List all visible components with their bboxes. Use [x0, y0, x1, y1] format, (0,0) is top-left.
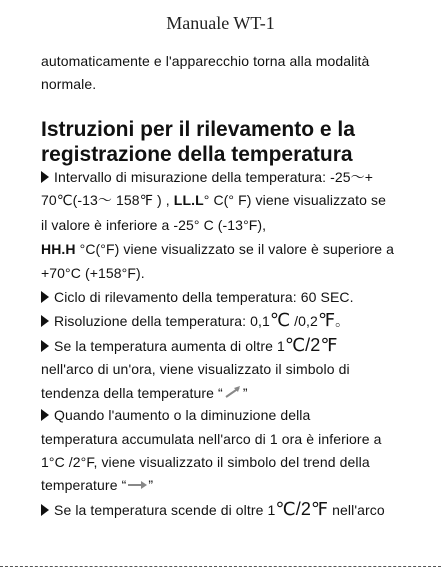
list-item-continued: tendenza della temperature “ ” — [41, 384, 248, 403]
list-item: Se la temperatura aumenta di oltre 1℃/2℉ — [41, 336, 338, 355]
list-item: Risoluzione della temperatura: 0,1℃ /0,2℉。 — [41, 311, 349, 330]
trend-steady-arrow-icon — [126, 477, 148, 495]
bullet-triangle-icon — [41, 504, 49, 516]
bullet-triangle-icon — [41, 291, 49, 303]
list-item-continued: HH.H °C(°F) viene visualizzato se il valore è superiore a — [41, 241, 395, 257]
section-title: registrazione della temperatura — [41, 143, 353, 166]
section-title: Istruzioni per il rilevamento e la — [41, 118, 355, 141]
page-header: Manuale WT-1 — [166, 13, 275, 33]
list-item-continued: temperature “ ” — [41, 476, 153, 495]
intro-line: automaticamente e l'apparecchio torna alla modalità — [41, 53, 370, 69]
list-item: Se la temperatura scende di oltre 1℃/2℉ nell'arco — [41, 500, 385, 519]
list-item: Quando l'aumento o la diminuzione della — [41, 406, 310, 424]
list-item: Intervallo di misurazione della temperatura: -25～+ — [41, 168, 373, 186]
intro-line: normale. — [41, 76, 97, 92]
bullet-triangle-icon — [41, 315, 49, 327]
list-item-continued: 70℃(-13～ 158℉ ) , LL.L° C(° F) viene visualizzato se — [41, 192, 387, 208]
trend-up-arrow-icon — [223, 385, 243, 403]
list-item-continued: nell'arco di un'ora, viene visualizzato il simbolo di — [41, 361, 350, 377]
page-cut-divider — [0, 566, 441, 567]
bullet-triangle-icon — [41, 409, 49, 421]
list-item-continued: 1°C /2°F, viene visualizzato il simbolo del trend della — [41, 454, 370, 470]
list-item-continued: temperatura accumulata nell'arco di 1 ora è inferiore a — [41, 431, 382, 447]
list-item-continued: il valore è inferiore a -25° C (-13°F), — [41, 217, 267, 233]
list-item: Ciclo di rilevamento della temperatura: 60 SEC. — [41, 288, 354, 306]
bullet-triangle-icon — [41, 340, 49, 352]
list-item-continued: +70°C (+158°F). — [41, 265, 145, 281]
bullet-triangle-icon — [41, 171, 49, 183]
